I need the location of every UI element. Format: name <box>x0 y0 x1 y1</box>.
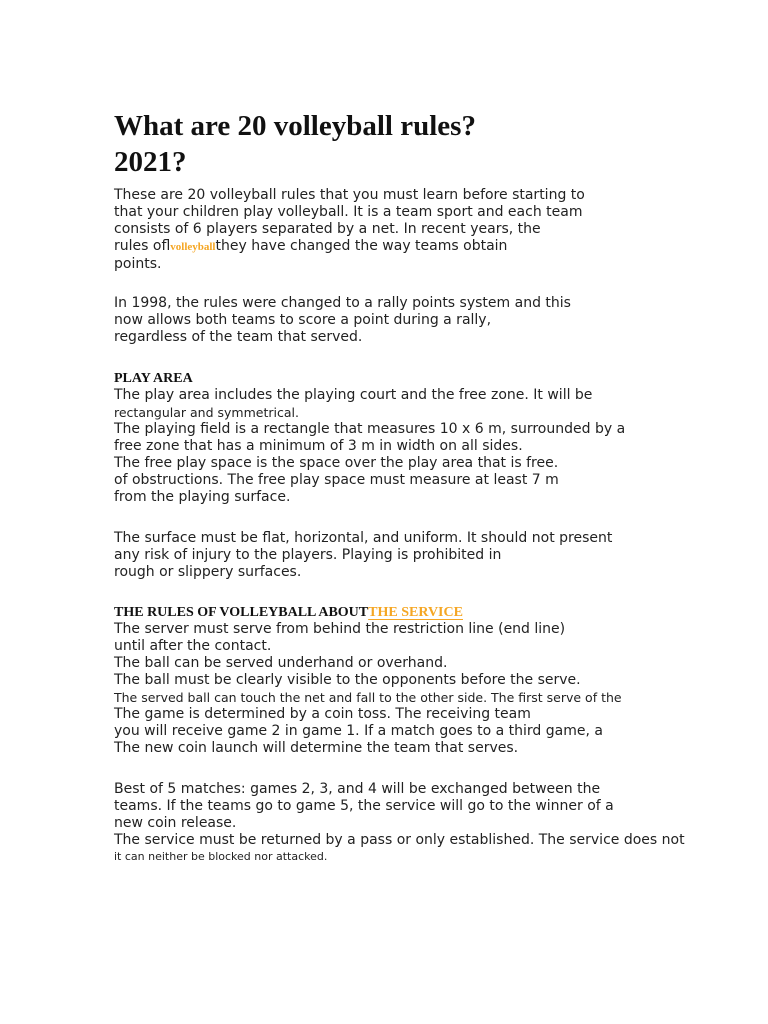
play-area-line: from the playing surface. <box>114 489 291 505</box>
intro-line-with-link <box>114 238 585 256</box>
play-area-line: The playing field is a rectangle that measures 10 x 6 m, surrounded by a <box>114 421 626 437</box>
title-line-2: 2021? <box>114 146 187 178</box>
intro-line: consists of 6 players separated by a net. In recent years, the <box>114 221 541 237</box>
best-of-line: it can neither be blocked nor attacked. <box>114 850 328 863</box>
play-area-line: rectangular and symmetrical. <box>114 405 299 420</box>
best-of-line: The service must be returned by a pass or only established. The service does not <box>114 832 685 848</box>
service-heading <box>114 604 622 621</box>
service-line: The server must serve from behind the restriction line (end line) <box>114 621 566 637</box>
best-of-line: new coin release. <box>114 815 237 831</box>
rally-line: now allows both teams to score a point during a rally, <box>114 312 492 328</box>
service-line: The served ball can touch the net and fall to the other side. The first serve of the <box>114 690 622 705</box>
intro-line: These are 20 volleyball rules that you must learn before starting to <box>114 187 585 203</box>
service-line: The ball can be served underhand or overhand. <box>114 655 448 671</box>
surface-paragraph <box>114 530 612 581</box>
best-of-line: teams. If the teams go to game 5, the service will go to the winner of a <box>114 798 614 814</box>
intro-line: that your children play volleyball. It is a team sport and each team <box>114 204 583 220</box>
page-title <box>114 108 476 180</box>
surface-line: rough or slippery surfaces. <box>114 564 302 580</box>
intro-paragraph <box>114 187 585 273</box>
play-area-line: free zone that has a minimum of 3 m in width on all sides. <box>114 438 523 454</box>
play-area-line: of obstructions. The free play space must measure at least 7 m <box>114 472 559 488</box>
the-service-link[interactable]: THE SERVICE <box>368 605 463 620</box>
best-of-paragraph <box>114 781 685 864</box>
rally-line: regardless of the team that served. <box>114 329 363 345</box>
intro-line: points. <box>114 256 162 272</box>
surface-line: any risk of injury to the players. Playing is prohibited in <box>114 547 502 563</box>
intro-text: rules ofl <box>114 238 171 254</box>
title-line-1: What are 20 volleyball rules? <box>114 110 476 142</box>
play-area-line: The free play space is the space over the play area that is free. <box>114 455 559 471</box>
surface-line: The surface must be flat, horizontal, and uniform. It should not present <box>114 530 613 546</box>
best-of-line: Best of 5 matches: games 2, 3, and 4 will be exchanged between the <box>114 781 601 797</box>
volleyball-link[interactable]: volleyball <box>170 241 216 253</box>
service-line: The new coin launch will determine the team that serves. <box>114 740 519 756</box>
service-line: until after the contact. <box>114 638 272 654</box>
service-line: The game is determined by a coin toss. The receiving team <box>114 706 531 722</box>
play-area-line: The play area includes the playing court and the free zone. It will be <box>114 387 593 403</box>
rally-paragraph <box>114 295 571 346</box>
play-area-section <box>114 370 625 506</box>
service-line: The ball must be clearly visible to the opponents before the serve. <box>114 672 581 688</box>
service-line: you will receive game 2 in game 1. If a match goes to a third game, a <box>114 723 603 739</box>
rally-line: In 1998, the rules were changed to a rally points system and this <box>114 295 571 311</box>
play-area-heading: PLAY AREA <box>114 371 193 386</box>
service-heading-text: THE RULES OF VOLLEYBALL ABOUT <box>114 605 369 620</box>
service-section <box>114 604 622 757</box>
intro-text: they have changed the way teams obtain <box>215 238 508 254</box>
